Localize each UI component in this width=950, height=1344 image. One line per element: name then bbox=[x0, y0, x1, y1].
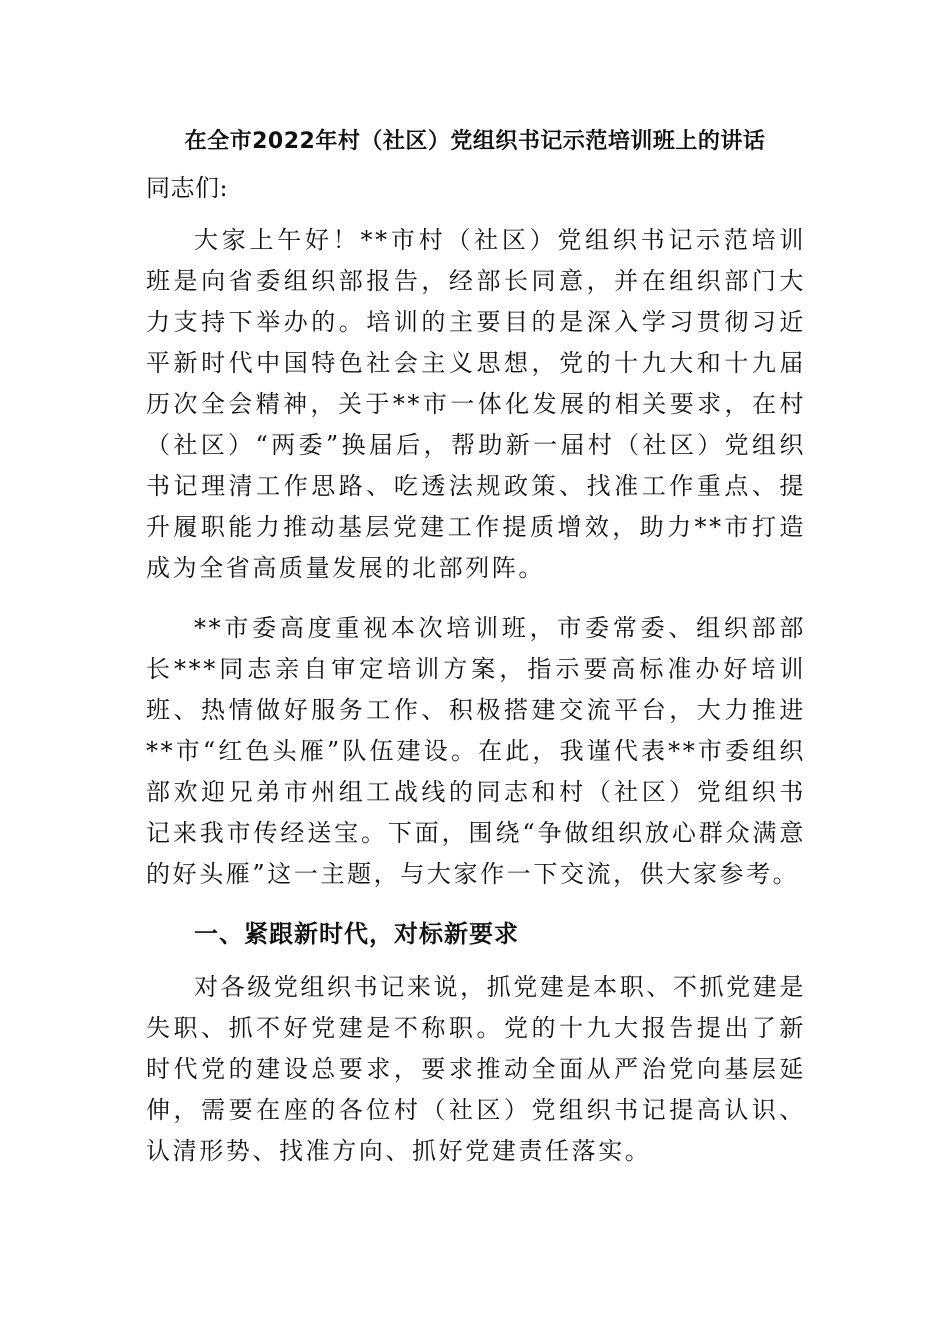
salutation: 同志们: bbox=[146, 174, 229, 202]
section-paragraph: 对各级党组织书记来说，抓党建是本职、不抓党建是失职、抓不好党建是不称职。党的十九大报告提出了新时代党的建设总要求，要求推动全面从严治党向基层延伸，需要在座的各位村（社区）党组织书记提高认识、认清形势、找准方向、抓好党建责任落实。 bbox=[146, 973, 806, 1165]
document-title: 在全市2022年村（社区）党组织书记示范培训班上的讲话 bbox=[184, 129, 766, 154]
section-heading: 一、紧跟新时代，对标新要求 bbox=[194, 920, 519, 948]
document-body bbox=[146, 168, 806, 1191]
paragraph-opening: 大家上午好！**市村（社区）党组织书记示范培训班是向省委组织部报告，经部长同意，并在组织部门大力支持下举办的。培训的主要目的是深入学习贯彻习近平新时代中国特色社会主义思想，党的十九大和十九届历次全会精神，关于**市一体化发展的相关要求，在村（社区）“两委”换届后，帮助新一届村（社区）党组织书记理清工作思路、吃透法规政策、找准工作重点、提升履职能力推动基层党建工作提质增效，助力**市打造成为全省高质量发展的北部列阵。 bbox=[146, 226, 806, 582]
paragraph-emphasis: **市委高度重视本次培训班，市委常委、组织部部长***同志亲自审定培训方案，指示要高标准办好培训班、热情做好服务工作、积极搭建交流平台，大力推进**市“红色头雁”队伍建设。在此，我谨代表**市委组织部欢迎兄弟市州组工战线的同志和村（社区）党组织书记来我市传经送宝。下面，围绕“争做组织放心群众满意的好头雁”这一主题，与大家作一下交流，供大家参考。 bbox=[146, 614, 806, 888]
